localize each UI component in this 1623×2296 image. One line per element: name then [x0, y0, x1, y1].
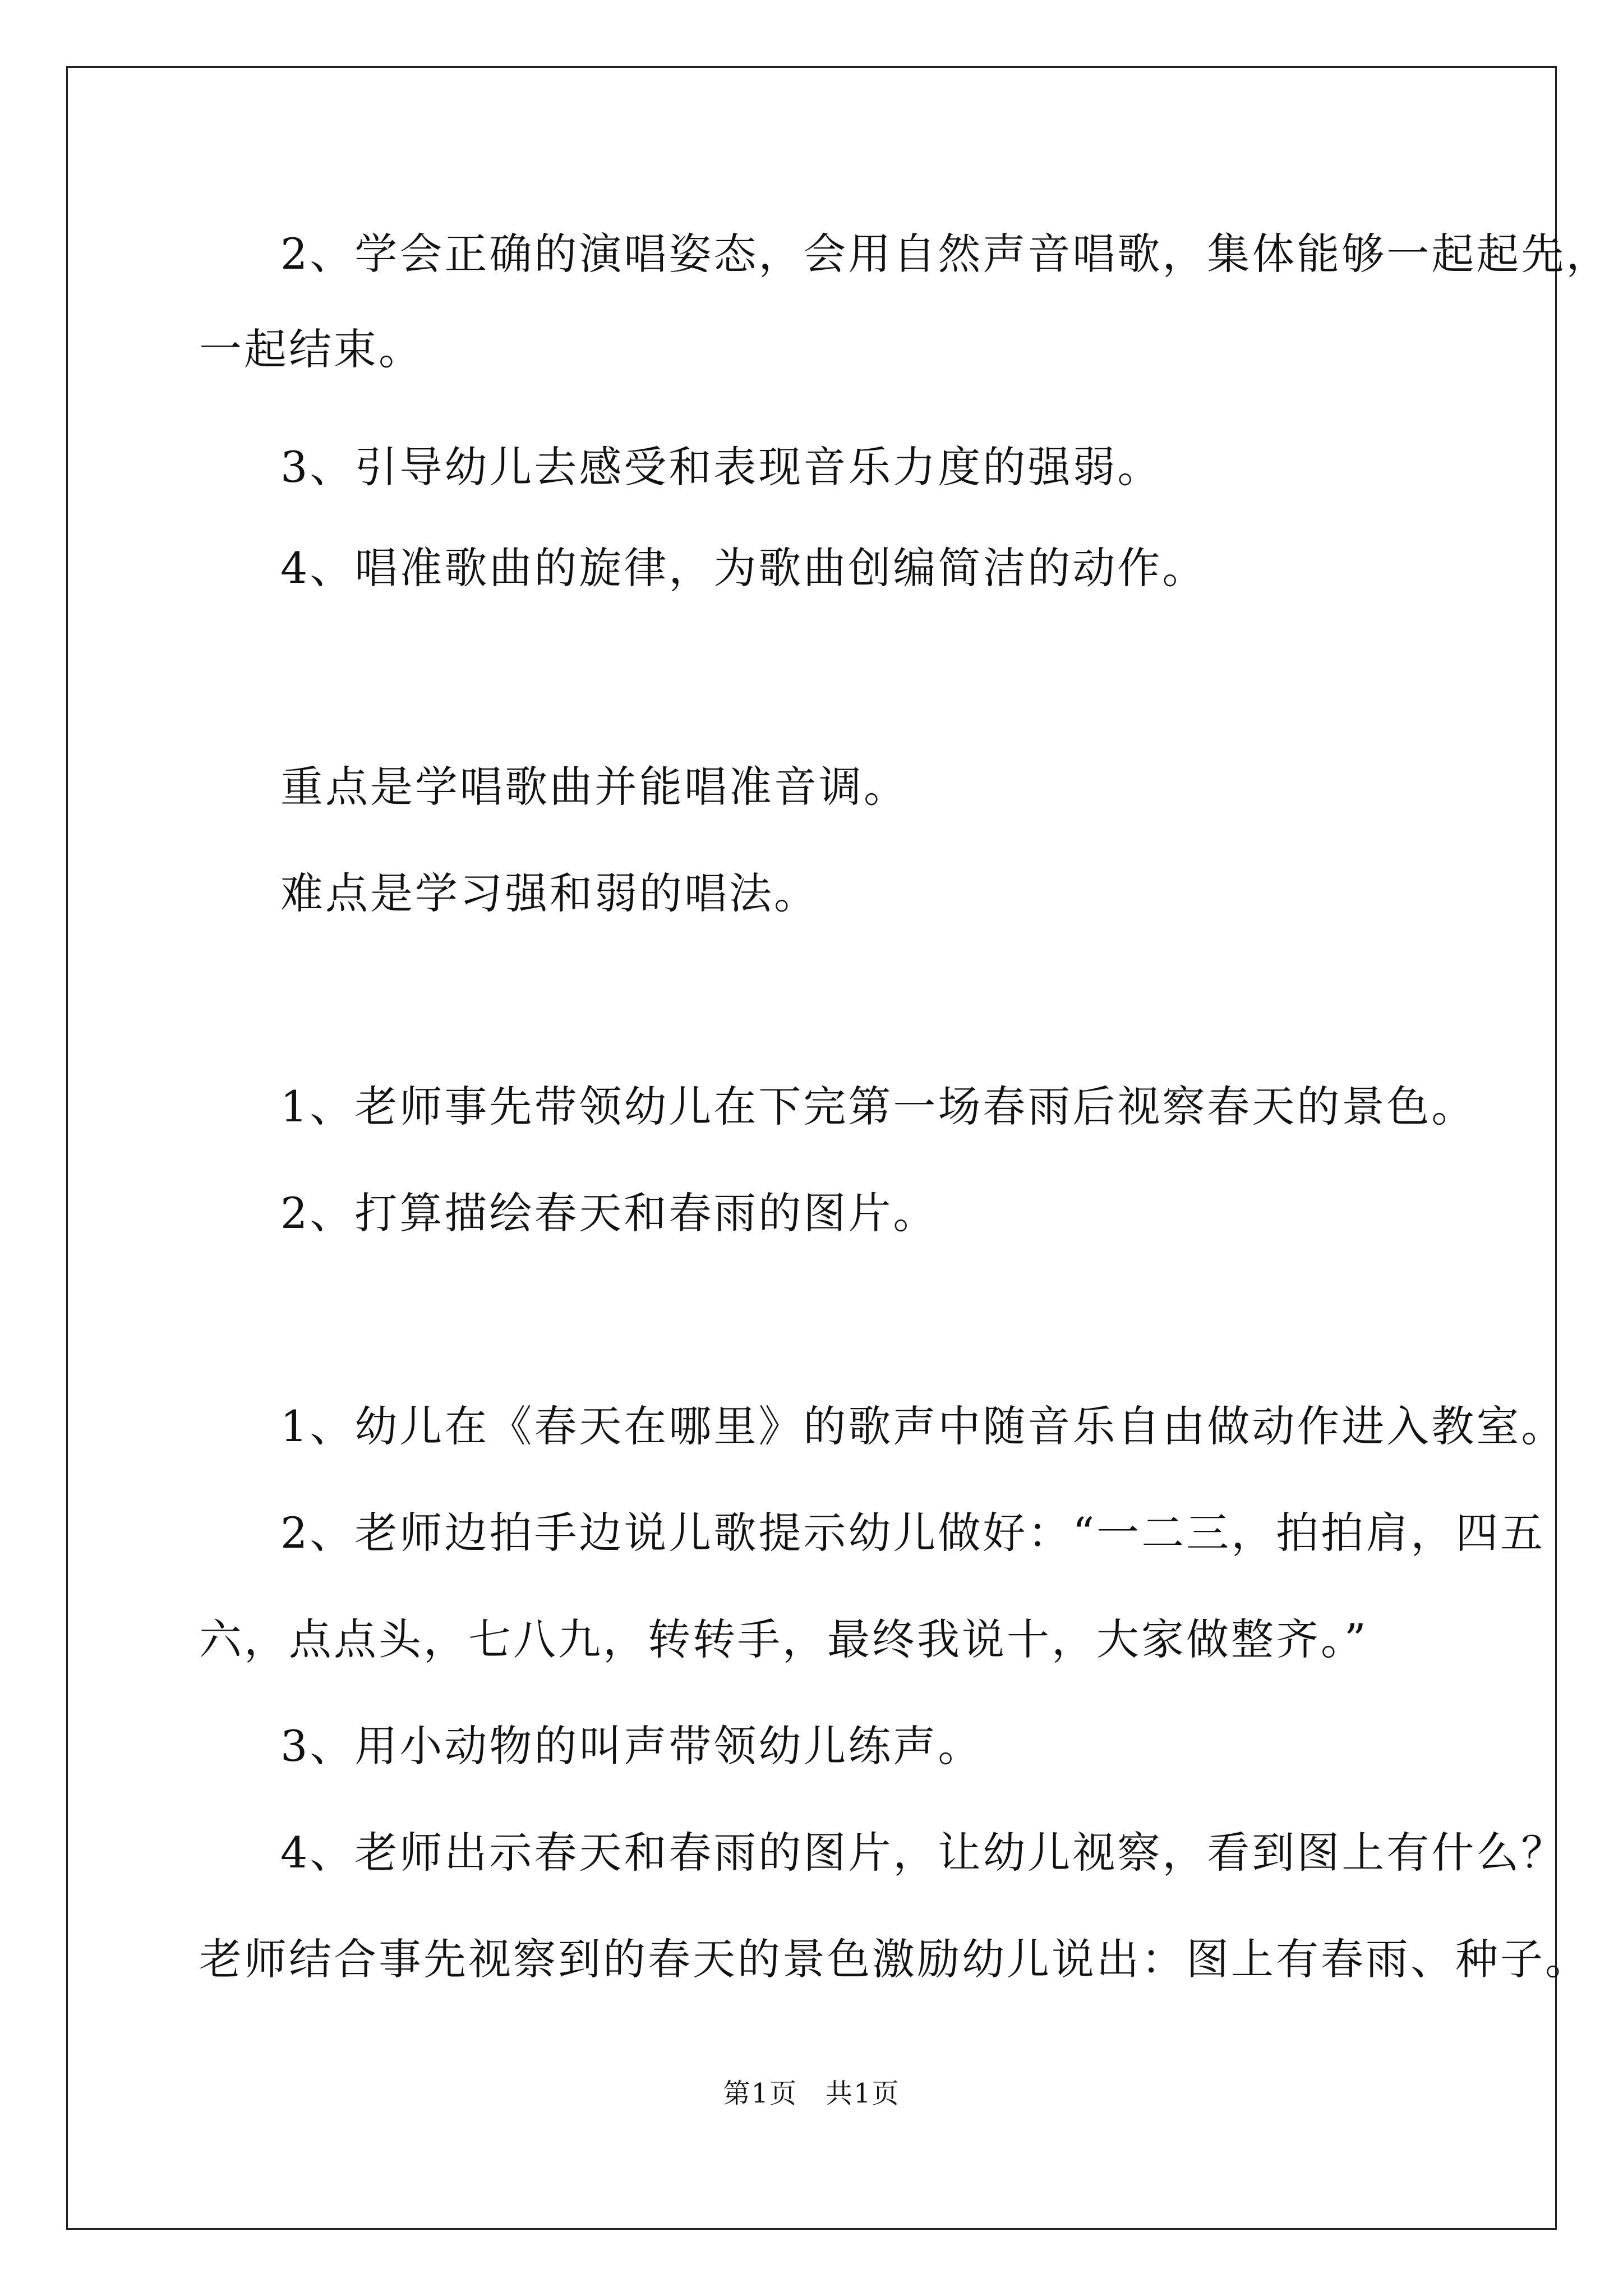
text-line: 1、老师事先带领幼儿在下完第一场春雨后视察春天的景色。 — [280, 1082, 1477, 1131]
text-line: 2、学会正确的演唱姿态，会用自然声音唱歌，集体能够一起起先， — [280, 229, 1611, 279]
text-line: 重点是学唱歌曲并能唱准音调。 — [280, 762, 909, 812]
text-line: 4、唱准歌曲的旋律，为歌曲创编简洁的动作。 — [280, 543, 1207, 593]
text-line: 3、用小动物的叫声带领幼儿练声。 — [280, 1721, 983, 1771]
text-line: 老师结合事先视察到的春天的景色激励幼儿说出：图上有春雨、种子。 — [199, 1934, 1590, 1984]
text-line: 难点是学习强和弱的唱法。 — [280, 868, 819, 918]
text-line: 2、打算描绘春天和春雨的图片。 — [280, 1188, 938, 1238]
page-footer: 第1页 共1页 — [723, 2078, 900, 2109]
page-border — [66, 66, 1557, 2230]
text-line: 2、老师边拍手边说儿歌提示幼儿做好：“一二三，拍拍肩，四五 — [280, 1508, 1546, 1558]
text-line: 六，点点头，七八九，转转手，最终我说十，大家做整齐。” — [199, 1614, 1368, 1664]
text-line: 1、幼儿在《春天在哪里》的歌声中随音乐自由做动作进入教室。 — [280, 1401, 1566, 1451]
text-line: 一起结束。 — [199, 324, 423, 374]
text-line: 4、老师出示春天和春雨的图片，让幼儿视察，看到图上有什么？ — [280, 1828, 1566, 1878]
text-line: 3、引导幼儿去感受和表现音乐力度的强弱。 — [280, 442, 1163, 492]
